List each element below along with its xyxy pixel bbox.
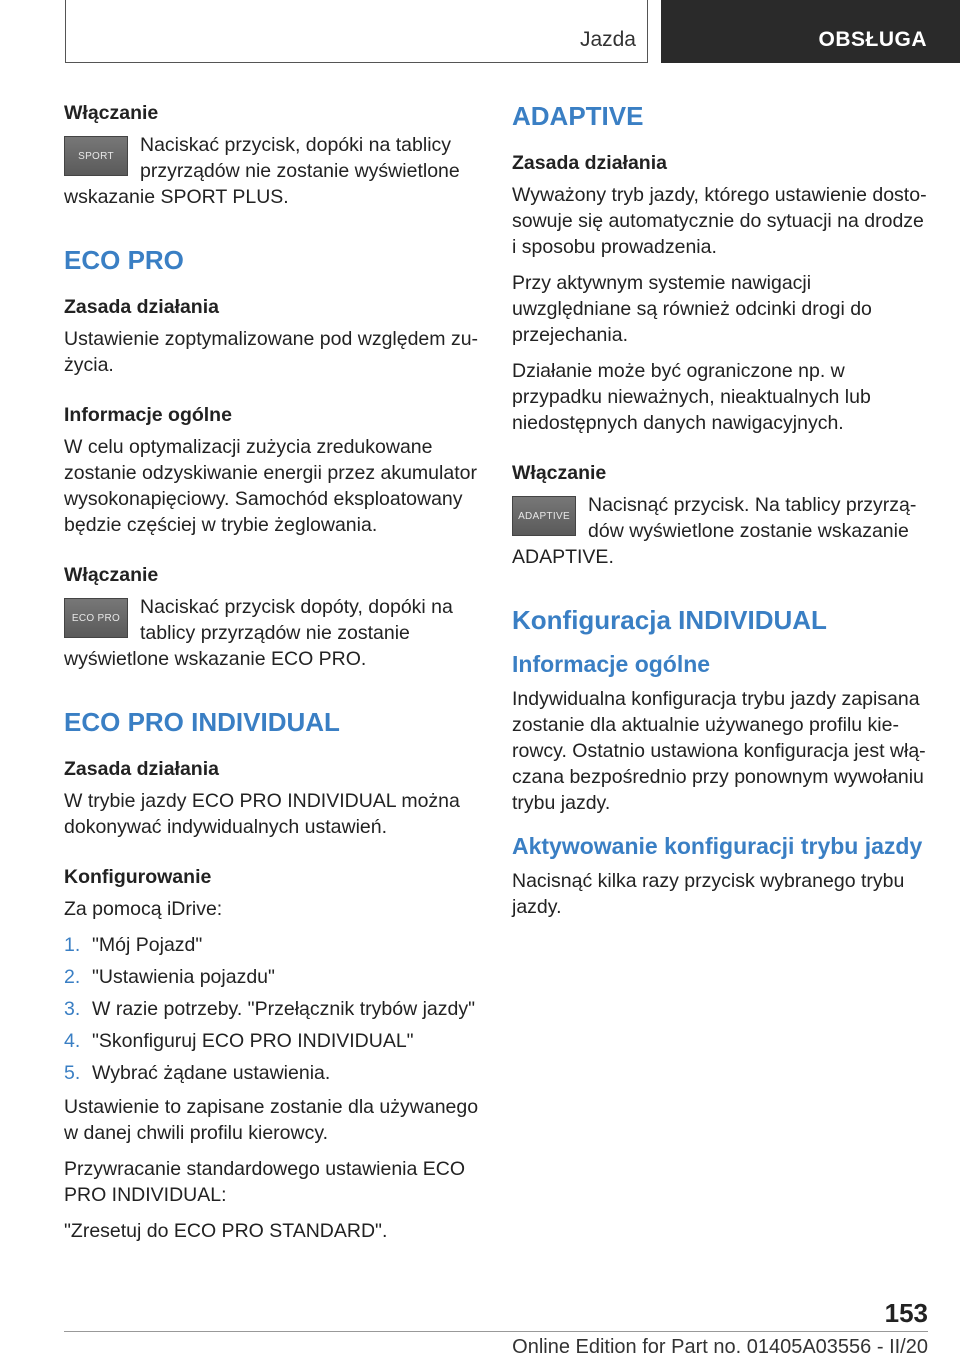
header-section-title: Jazda [579,28,636,51]
step-number: 5. [64,1062,81,1084]
eco-pro-button-icon: ECO PRO [64,598,128,638]
adaptive-principle-text-3: Działanie może być ograniczone np. w przypadku nieważnych, nieaktualnych lub niedostępnych danych nawigacyjnych. [512,360,871,434]
step-text: W razie potrzeby. "Przełącznik trybów jazdy" [92,998,476,1020]
eco-pro-individual-principle-text: W trybie jazdy ECO PRO INDIVIDUAL można dokonywać indywidualnych ustawień. [64,790,460,838]
individual-info-text: Indywidualna konfiguracja trybu jazdy zapisana zostanie dla aktualnie używanego profilu kierowcy. Ostatnio ustawiona konfiguracja jest włączana bezpośrednio przy ponownym wywołaniu trybu jazdy. [512,688,926,814]
eco-pro-title: ECO PRO [64,245,184,275]
eco-pro-principle-text: Ustawienie zoptymalizowane pod względem zużycia. [64,328,479,376]
sport-enable-text: Naciskać przycisk, dopóki na tablicy przyrządów nie zostanie wyświetlone wskazanie SPORT PLUS. [64,134,460,208]
adaptive-principle-text-2: Przy aktywnym systemie nawigacji uwzględniane są również odcinki drogi do przejechania. [512,272,872,346]
reset-text: "Zresetuj do ECO PRO STANDARD". [64,1220,388,1242]
eco-pro-enable-block [64,594,479,672]
adaptive-enable-heading: Włączanie [512,462,607,484]
adaptive-enable-text: Nacisnąć przycisk. Na tablicy przyrządów wyświetlone zostanie wskazanie ADAPTIVE. [512,494,917,568]
list-item [64,1028,479,1054]
eco-pro-individual-principle-heading: Zasada działania [64,758,219,780]
adaptive-principle-heading: Zasada działania [512,152,667,174]
eco-pro-enable-text: Naciskać przycisk dopóty, dopóki na tablicy przyrządów nie zostanie wyświetlone wskazanie ECO PRO. [64,596,453,670]
sport-enable-block [64,132,479,210]
list-item [64,964,479,990]
left-column [64,100,479,1254]
footer-divider [64,1331,928,1332]
header-chapter-title: OBSŁUGA [818,28,927,51]
eco-pro-info-heading: Informacje ogólne [64,404,232,426]
sport-button-icon: SPORT [64,136,128,176]
restore-text: Przywracanie standardowego ustawienia ECO PRO INDIVIDUAL: [64,1158,466,1206]
step-text: "Ustawienia pojazdu" [92,966,275,988]
individual-config-title: Konfiguracja INDIVIDUAL [512,605,827,635]
config-heading: Konfigurowanie [64,866,212,888]
step-number: 3. [64,998,81,1020]
eco-pro-individual-title: ECO PRO INDIVIDUAL [64,707,340,737]
individual-info-heading: Informacje ogólne [512,651,711,677]
activate-config-heading: Aktywowanie konfiguracji trybu jazdy [512,833,923,859]
step-number: 4. [64,1030,81,1052]
page-number: 153 [884,1298,928,1328]
saved-profile-text: Ustawienie to zapisane zostanie dla używanego w danej chwili profilu kierowcy. [64,1096,479,1144]
eco-pro-enable-heading: Włączanie [64,564,159,586]
activate-config-text: Nacisnąć kilka razy przycisk wybranego trybu jazdy. [512,870,905,918]
eco-pro-info-text: W celu optymalizacji zużycia zredukowane zostanie odzyskiwanie energii przez akumulator wysokonapięciowy. Samochód eksploatowany będzie częściej w trybie żeglowania. [64,436,477,536]
config-intro: Za pomocą iDrive: [64,898,223,920]
list-item [64,1060,479,1086]
eco-pro-principle-heading: Zasada działania [64,296,219,318]
right-column [512,100,927,930]
list-item [64,996,479,1022]
step-text: "Skonfiguruj ECO PRO INDIVIDUAL" [92,1030,414,1052]
sport-enable-heading: Włączanie [64,102,159,124]
list-item [64,932,479,958]
adaptive-enable-block [512,492,927,570]
config-steps-list [64,932,479,1086]
adaptive-principle-text-1: Wyważony tryb jazdy, którego ustawienie dostosowuje się automatycznie do sytuacji na drodze i sposobu prowadzenia. [512,184,927,258]
step-text: Wybrać żądane ustawienia. [92,1062,331,1084]
adaptive-title: ADAPTIVE [512,101,644,131]
adaptive-button-icon: ADAPTIVE [512,496,576,536]
step-text: "Mój Pojazd" [92,934,203,956]
step-number: 1. [64,934,81,956]
footer-edition: Online Edition for Part no. 01405A03556 - II/20 [512,1336,928,1358]
step-number: 2. [64,966,81,988]
